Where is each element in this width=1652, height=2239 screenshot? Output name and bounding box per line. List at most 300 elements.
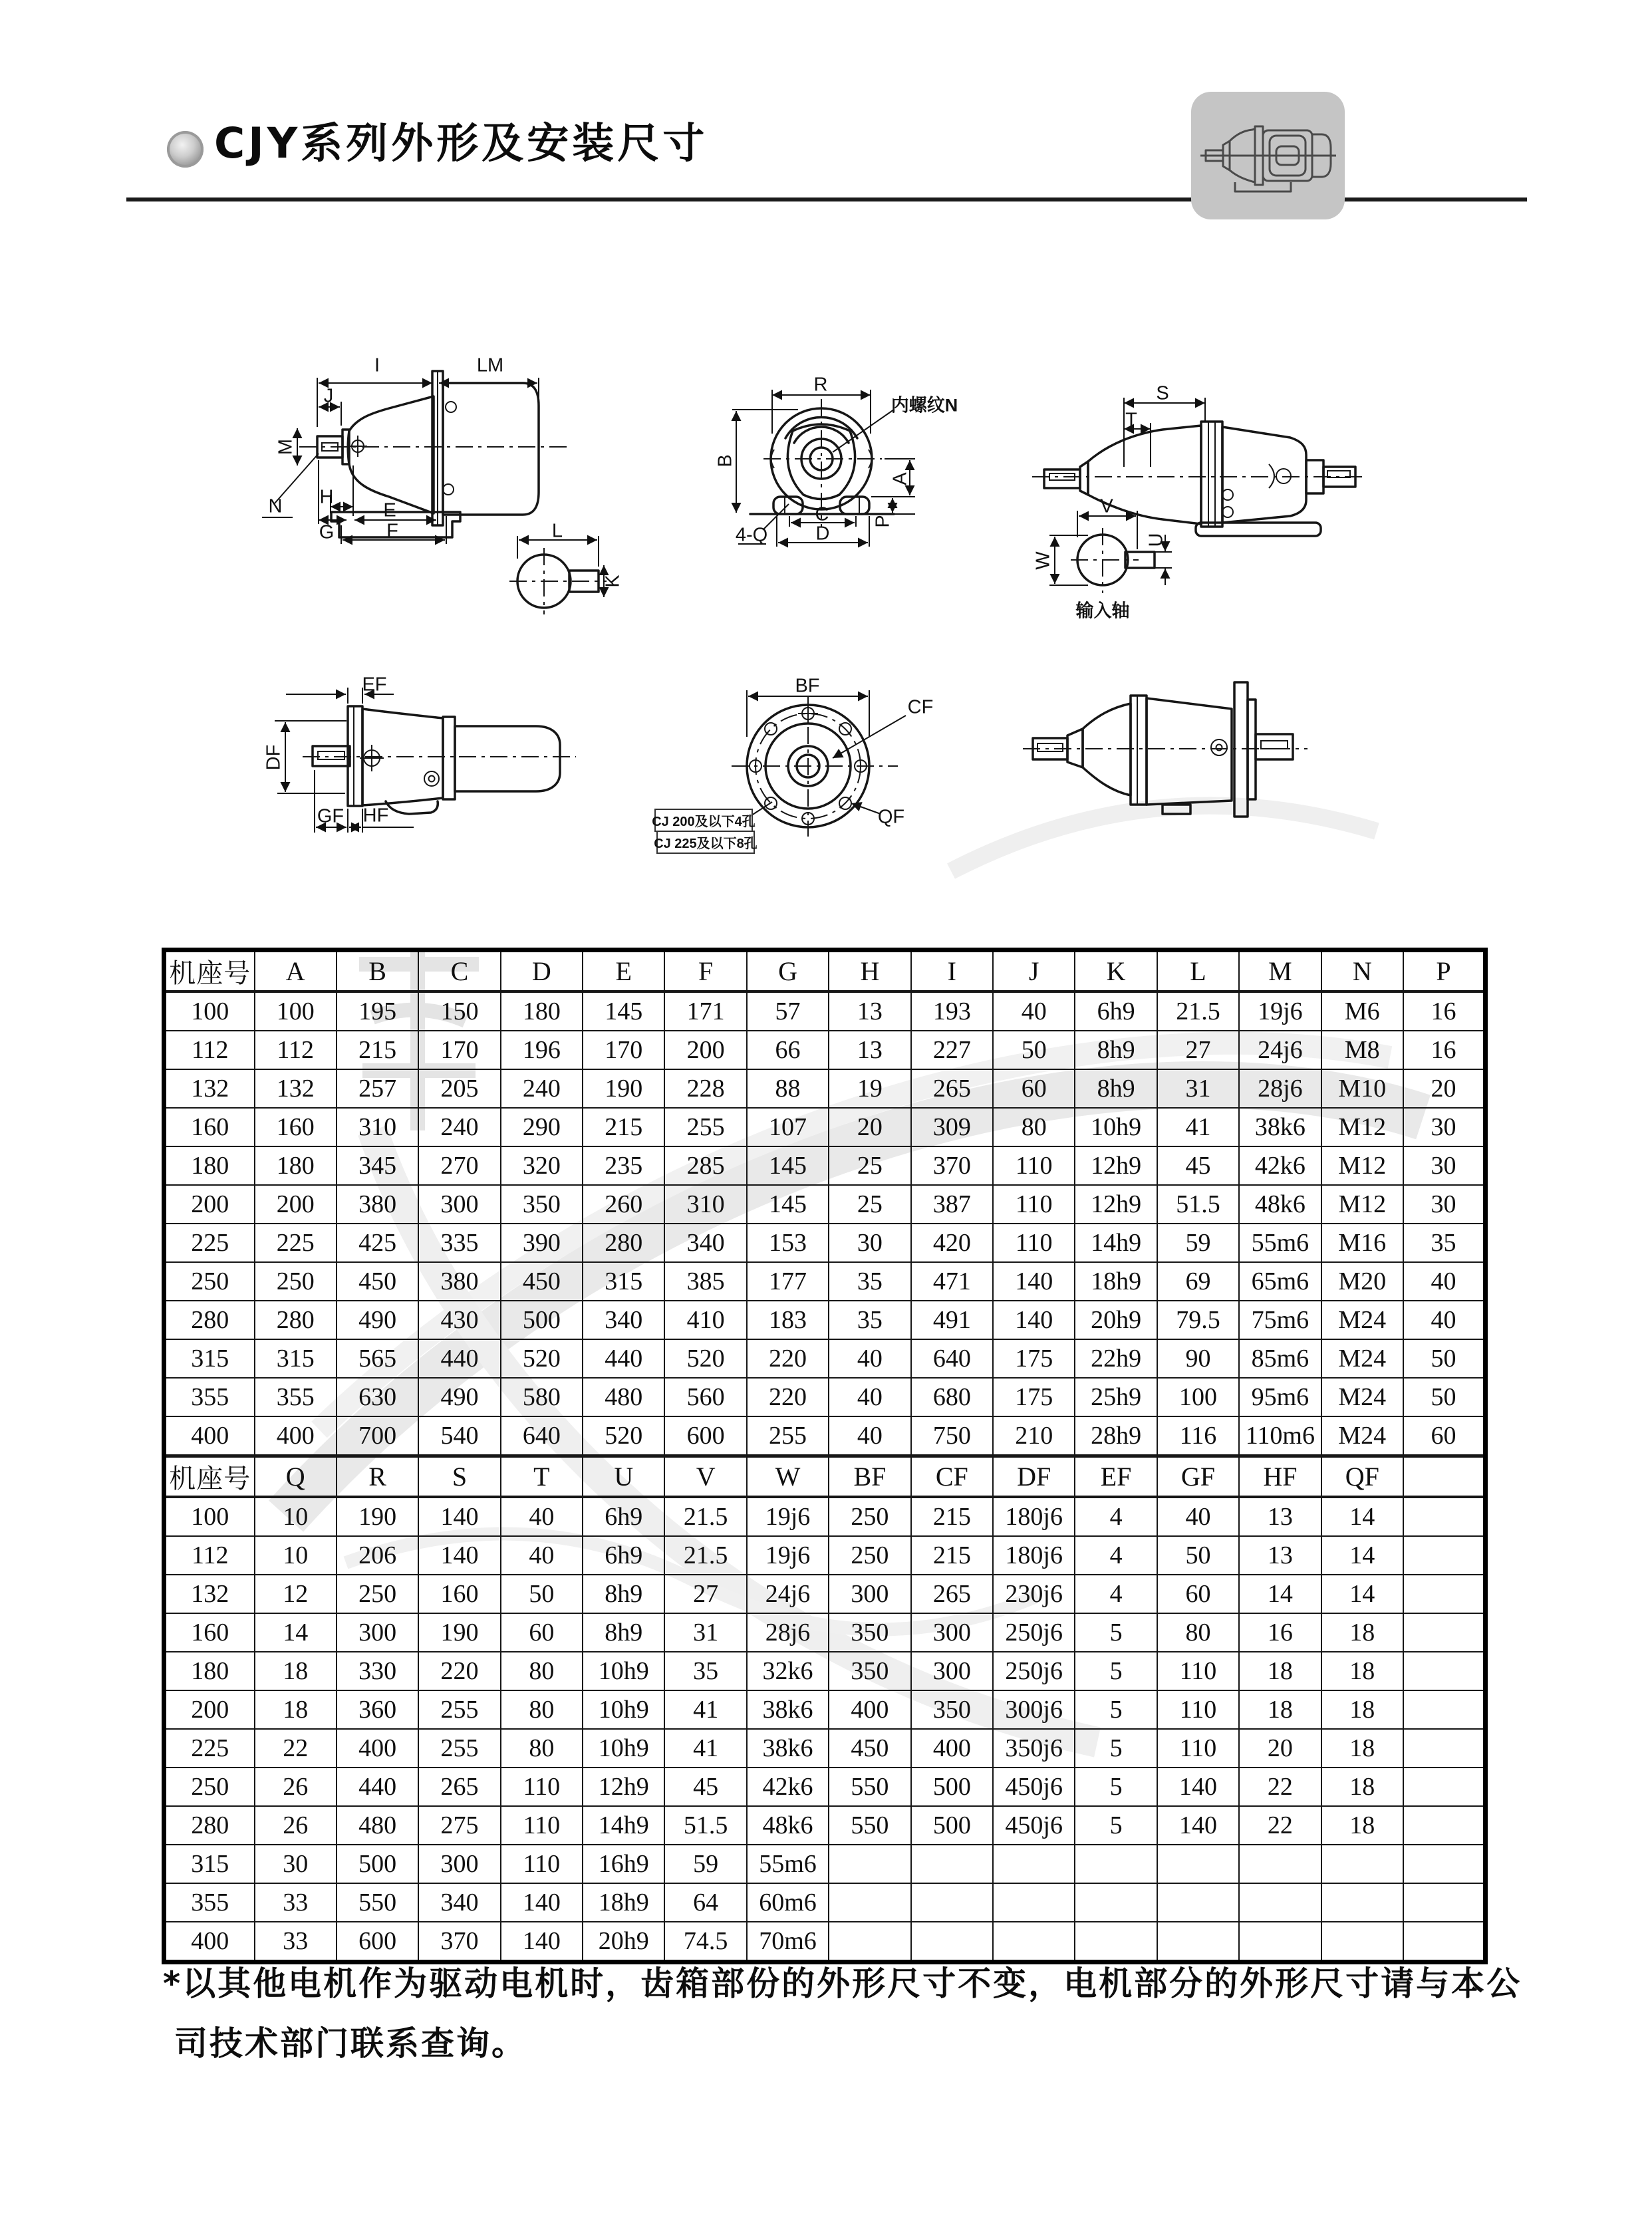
dimension-cell: 33 [255, 1883, 337, 1922]
dim-label-qf: QF [877, 806, 905, 828]
dimension-cell: M24 [1321, 1416, 1403, 1456]
dimension-cell: 220 [418, 1652, 500, 1690]
dimension-cell: 5 [1075, 1806, 1157, 1845]
dim-label-h: H [319, 486, 334, 508]
dimension-cell: 240 [501, 1069, 583, 1108]
dimension-cell: 240 [418, 1108, 500, 1146]
drawing-double-shaft-view [1023, 682, 1308, 817]
dimension-cell [1403, 1536, 1486, 1575]
dimension-cell: M16 [1321, 1224, 1403, 1262]
dim-label-r: R [813, 374, 828, 396]
dim-label-k: K [602, 575, 624, 588]
table-row [164, 1224, 1486, 1262]
column-header: M [1239, 950, 1321, 992]
dimension-cell: 250 [337, 1575, 418, 1613]
dimension-cell: 10h9 [583, 1652, 664, 1690]
dimension-cell: 4 [1075, 1575, 1157, 1613]
dimension-cell: 13 [829, 1031, 910, 1069]
dimension-cell: 50 [1157, 1536, 1239, 1575]
dimension-cell: 60m6 [747, 1883, 829, 1922]
dim-label-j: J [323, 385, 334, 407]
dimension-cell: 230j6 [993, 1575, 1075, 1613]
dimension-cell: 38k6 [747, 1729, 829, 1768]
column-header: Q [255, 1456, 337, 1498]
dimension-cell: 450 [337, 1262, 418, 1301]
dimension-cell: 24j6 [747, 1575, 829, 1613]
dimension-cell: M12 [1321, 1185, 1403, 1224]
dimension-cell: 471 [911, 1262, 993, 1301]
dimension-cell: 60 [1403, 1416, 1486, 1456]
table-row [164, 1031, 1486, 1069]
frame-size-cell: 225 [164, 1224, 255, 1262]
dimension-cell: 51.5 [1157, 1185, 1239, 1224]
column-header: N [1321, 950, 1403, 992]
dimension-cell: 400 [255, 1416, 337, 1456]
frame-size-header: 机座号 [164, 1456, 255, 1498]
dimension-cell [1403, 1652, 1486, 1690]
dimension-cell: 400 [829, 1690, 910, 1729]
dimension-cell: 440 [418, 1339, 500, 1378]
dimension-cell: 250j6 [993, 1652, 1075, 1690]
dimension-cell: 310 [337, 1108, 418, 1146]
column-header: E [583, 950, 664, 992]
dim-label-d: D [815, 523, 830, 545]
dimension-cell: 110 [1157, 1690, 1239, 1729]
dimension-cell: 95m6 [1239, 1378, 1321, 1416]
table-row [164, 1883, 1486, 1922]
dimension-cell: 300j6 [993, 1690, 1075, 1729]
frame-size-cell: 355 [164, 1883, 255, 1922]
frame-size-cell: 132 [164, 1575, 255, 1613]
table-row [164, 1301, 1486, 1339]
dimension-cell: 190 [583, 1069, 664, 1108]
dim-label-ef: EF [362, 674, 387, 696]
dimension-cell [1157, 1845, 1239, 1883]
dimension-cell: 345 [337, 1146, 418, 1185]
table-header-row [164, 1456, 1486, 1498]
dimension-cell: 330 [337, 1652, 418, 1690]
dim-label-g: G [319, 521, 335, 543]
dimension-cell: 275 [418, 1806, 500, 1845]
dimension-cell: 79.5 [1157, 1301, 1239, 1339]
dimension-cell [829, 1883, 910, 1922]
dimension-cell: 14 [1321, 1575, 1403, 1613]
frame-size-cell: 280 [164, 1301, 255, 1339]
column-header: I [911, 950, 993, 992]
dimension-cell [1239, 1883, 1321, 1922]
dimension-cell: 14 [1321, 1497, 1403, 1536]
dimension-cell: 41 [664, 1690, 746, 1729]
dimension-cell: 80 [501, 1690, 583, 1729]
dimension-cell: 25 [829, 1185, 910, 1224]
dimension-cell: 25h9 [1075, 1378, 1157, 1416]
gearmotor-corner-icon [1191, 92, 1345, 219]
dimension-cell [1321, 1922, 1403, 1962]
dimension-cell: 220 [747, 1378, 829, 1416]
dimension-cell: 30 [1403, 1146, 1486, 1185]
dimension-cell: 450 [829, 1729, 910, 1768]
dimension-cell: 28j6 [1239, 1069, 1321, 1108]
dimension-cell: 14h9 [1075, 1224, 1157, 1262]
table-row [164, 1845, 1486, 1883]
dimension-cell: 260 [583, 1185, 664, 1224]
dimension-cell: 80 [501, 1652, 583, 1690]
column-header: L [1157, 950, 1239, 992]
dimension-cell: 290 [501, 1108, 583, 1146]
dimension-cell: 355 [255, 1378, 337, 1416]
dimension-cell: 48k6 [1239, 1185, 1321, 1224]
dimension-cell: 80 [993, 1108, 1075, 1146]
column-header: G [747, 950, 829, 992]
dimension-cell: 20 [829, 1108, 910, 1146]
dimension-cell: 22h9 [1075, 1339, 1157, 1378]
dimension-cell: 38k6 [747, 1690, 829, 1729]
dimension-cell: 210 [993, 1416, 1075, 1456]
dimension-cell: 41 [1157, 1108, 1239, 1146]
dimension-cell: 145 [747, 1185, 829, 1224]
dimension-cell: 285 [664, 1146, 746, 1185]
dimension-cell: 196 [501, 1031, 583, 1069]
dimension-cell [1321, 1845, 1403, 1883]
dimension-cell: 140 [993, 1262, 1075, 1301]
dimension-cell: 425 [337, 1224, 418, 1262]
dim-label-hf: HF [362, 805, 389, 827]
dim-label-f: F [386, 520, 398, 542]
column-header: C [418, 950, 500, 992]
dimension-cell: 110 [1157, 1729, 1239, 1768]
column-header: K [1075, 950, 1157, 992]
dimension-cell: 5 [1075, 1768, 1157, 1806]
dimension-cell: 38k6 [1239, 1108, 1321, 1146]
dimension-cell: 116 [1157, 1416, 1239, 1456]
table-row [164, 1536, 1486, 1575]
dimension-cell [993, 1845, 1075, 1883]
dimension-cell: 215 [337, 1031, 418, 1069]
dimension-cell: 228 [664, 1069, 746, 1108]
dimension-cell: 140 [501, 1883, 583, 1922]
table-row [164, 1497, 1486, 1536]
frame-size-cell: 250 [164, 1768, 255, 1806]
dim-label-df: DF [263, 744, 285, 771]
dimension-cell: 59 [1157, 1224, 1239, 1262]
dimension-cell: 250 [829, 1536, 910, 1575]
dimension-cell: 145 [747, 1146, 829, 1185]
dimension-cell: 57 [747, 991, 829, 1031]
dimension-cell [911, 1883, 993, 1922]
dimension-cell: 170 [583, 1031, 664, 1069]
dimension-cell: 80 [1157, 1613, 1239, 1652]
dimension-cell: 500 [911, 1768, 993, 1806]
dimension-cell: 110 [993, 1185, 1075, 1224]
dimension-cell: 27 [664, 1575, 746, 1613]
dimension-cell: 385 [664, 1262, 746, 1301]
dimension-cell: 14 [1239, 1575, 1321, 1613]
dimension-cell: 160 [418, 1575, 500, 1613]
dimension-cell: 310 [664, 1185, 746, 1224]
dimension-cell: 40 [993, 991, 1075, 1031]
dimension-cell: 110 [1157, 1652, 1239, 1690]
column-header: DF [993, 1456, 1075, 1498]
dimension-cell: 18 [1321, 1613, 1403, 1652]
dimension-cell: 80 [501, 1729, 583, 1768]
dim-label-l: L [551, 520, 563, 542]
dimension-cell: 6h9 [583, 1536, 664, 1575]
dimension-cell: M6 [1321, 991, 1403, 1031]
table-row [164, 1690, 1486, 1729]
dimension-cell: 40 [501, 1536, 583, 1575]
dimension-cell: 35 [664, 1652, 746, 1690]
dimension-cell: 380 [418, 1262, 500, 1301]
dimension-cell: 450j6 [993, 1768, 1075, 1806]
dimension-cell: 10 [255, 1536, 337, 1575]
frame-size-cell: 400 [164, 1416, 255, 1456]
dimension-cell: 59 [664, 1845, 746, 1883]
table-row [164, 1922, 1486, 1962]
dimension-cell: 13 [1239, 1536, 1321, 1575]
dimension-cell: 160 [255, 1108, 337, 1146]
dimension-cell: 19j6 [747, 1536, 829, 1575]
dimension-cell: 18 [1321, 1652, 1403, 1690]
dimension-cell: 18 [1239, 1690, 1321, 1729]
table-row [164, 1146, 1486, 1185]
dimension-cell: 320 [501, 1146, 583, 1185]
dimension-cell: 250j6 [993, 1613, 1075, 1652]
dimension-cell: 4 [1075, 1536, 1157, 1575]
dimension-cell: 10h9 [1075, 1108, 1157, 1146]
dimension-cell [1157, 1883, 1239, 1922]
dimension-cell [1403, 1922, 1486, 1962]
dimension-cell: 300 [911, 1652, 993, 1690]
dimension-cell: 490 [337, 1301, 418, 1339]
dimension-cell: 40 [829, 1339, 910, 1378]
table-row [164, 1339, 1486, 1378]
frame-size-cell: 132 [164, 1069, 255, 1108]
dimension-cell [1403, 1690, 1486, 1729]
table-row [164, 1652, 1486, 1690]
dimension-cell: 560 [664, 1378, 746, 1416]
dimension-cell: 300 [418, 1845, 500, 1883]
dimension-cell: 350 [829, 1613, 910, 1652]
dimension-cell: 255 [747, 1416, 829, 1456]
dim-label-cf: CF [907, 696, 934, 718]
dimension-cell: 8h9 [583, 1613, 664, 1652]
dimension-cell: 195 [337, 991, 418, 1031]
dim-label-c: C [815, 503, 829, 525]
column-header: CF [911, 1456, 993, 1498]
dim-label-t: T [1125, 409, 1137, 431]
dimension-cell: 100 [255, 991, 337, 1031]
dimension-cell: 480 [337, 1806, 418, 1845]
dim-label-u: U [1145, 533, 1167, 547]
dimension-cell: 387 [911, 1185, 993, 1224]
dimension-cell: 183 [747, 1301, 829, 1339]
dimension-cell: 4 [1075, 1497, 1157, 1536]
dimension-cell: 171 [664, 991, 746, 1031]
dimension-cell: 270 [418, 1146, 500, 1185]
frame-size-cell: 112 [164, 1536, 255, 1575]
dimension-cell: 300 [829, 1575, 910, 1613]
dimension-cell: 22 [1239, 1768, 1321, 1806]
dimension-cell: 206 [337, 1536, 418, 1575]
dimension-cell: 33 [255, 1922, 337, 1962]
dimension-cell: 110 [501, 1806, 583, 1845]
dim-label-s: S [1156, 382, 1169, 404]
dimension-cell: 20h9 [583, 1922, 664, 1962]
dim-label-bf: BF [795, 675, 820, 697]
title-bullet-icon [167, 131, 204, 168]
dimension-cell: 280 [255, 1301, 337, 1339]
dimension-cell: 64 [664, 1883, 746, 1922]
dimension-cell: 600 [337, 1922, 418, 1962]
dimension-cell: 70m6 [747, 1922, 829, 1962]
dimension-cell: 75m6 [1239, 1301, 1321, 1339]
dimension-cell: 25 [829, 1146, 910, 1185]
dimension-cell: 440 [583, 1339, 664, 1378]
dimension-cell: 309 [911, 1108, 993, 1146]
dimension-cell: 540 [418, 1416, 500, 1456]
dimension-cell: 400 [911, 1729, 993, 1768]
dimension-cell: 550 [829, 1768, 910, 1806]
dimension-cell: 350 [501, 1185, 583, 1224]
dimension-cell: 27 [1157, 1031, 1239, 1069]
column-header: QF [1321, 1456, 1403, 1498]
dimension-cell [1239, 1845, 1321, 1883]
dimension-table-body [164, 950, 1486, 1962]
dimension-cell: 45 [664, 1768, 746, 1806]
column-header: H [829, 950, 910, 992]
dimension-cell: 10h9 [583, 1690, 664, 1729]
dimension-cell: 580 [501, 1378, 583, 1416]
dimension-cell: 110 [501, 1845, 583, 1883]
dimension-cell: 24j6 [1239, 1031, 1321, 1069]
dimension-cell: 430 [418, 1301, 500, 1339]
dimension-cell: 153 [747, 1224, 829, 1262]
dimension-cell: 19 [829, 1069, 910, 1108]
dimension-cell: 14 [1321, 1536, 1403, 1575]
dimension-cell: 16 [1239, 1613, 1321, 1652]
dimension-cell: 350j6 [993, 1729, 1075, 1768]
dimension-cell: 215 [583, 1108, 664, 1146]
dimension-cell: 300 [337, 1613, 418, 1652]
dim-label-gf: GF [317, 805, 344, 827]
dimension-cell: 200 [664, 1031, 746, 1069]
dimension-cell: 16h9 [583, 1845, 664, 1883]
dimension-cell: 65m6 [1239, 1262, 1321, 1301]
drawing-input-shaft-view [1032, 398, 1363, 593]
thread-n-label: 内螺纹N [891, 395, 958, 416]
dimension-cell: 170 [418, 1031, 500, 1069]
column-header: GF [1157, 1456, 1239, 1498]
dimension-cell: 225 [255, 1224, 337, 1262]
dimension-cell: 16 [1403, 1031, 1486, 1069]
dimension-cell: 750 [911, 1416, 993, 1456]
dimension-cell: 14h9 [583, 1806, 664, 1845]
dimension-cell: 370 [911, 1146, 993, 1185]
dimension-cell: 520 [501, 1339, 583, 1378]
table-row [164, 1768, 1486, 1806]
dimension-cell [1075, 1883, 1157, 1922]
frame-size-cell: 400 [164, 1922, 255, 1962]
frame-size-cell: 160 [164, 1613, 255, 1652]
dimension-cell: 18h9 [583, 1883, 664, 1922]
dimension-cell: 255 [664, 1108, 746, 1146]
dimension-cell: M10 [1321, 1069, 1403, 1108]
dimension-cell: 500 [501, 1301, 583, 1339]
dimension-cell: 28j6 [747, 1613, 829, 1652]
frame-size-cell: 315 [164, 1339, 255, 1378]
dimension-cell: 35 [1403, 1224, 1486, 1262]
dimension-cell: 300 [418, 1185, 500, 1224]
dim-label-n: N [268, 495, 283, 517]
dimension-cell: 40 [829, 1416, 910, 1456]
dimension-cell [1157, 1922, 1239, 1962]
dimension-cell [911, 1845, 993, 1883]
dimension-cell: 20h9 [1075, 1301, 1157, 1339]
dimension-cell: 60 [993, 1069, 1075, 1108]
dimension-cell: 640 [501, 1416, 583, 1456]
dimension-cell: 193 [911, 991, 993, 1031]
frame-size-cell: 225 [164, 1729, 255, 1768]
column-header: EF [1075, 1456, 1157, 1498]
dimension-table [162, 948, 1488, 1964]
dim-label-w: W [1032, 551, 1054, 570]
dimension-cell: 110 [993, 1224, 1075, 1262]
footnote-line-1: *以其他电机作为驱动电机时，齿箱部份的外形尺寸不变，电机部分的外形尺寸请与本公 [163, 1964, 1522, 2003]
column-header: A [255, 950, 337, 992]
dimension-cell: 110m6 [1239, 1416, 1321, 1456]
frame-size-cell: 180 [164, 1652, 255, 1690]
dimension-cell: 20 [1403, 1069, 1486, 1108]
dim-label-a: A [889, 472, 911, 485]
dimension-cell: 40 [829, 1378, 910, 1416]
dimension-cell: 215 [911, 1536, 993, 1575]
dimension-cell: 13 [1239, 1497, 1321, 1536]
table-row [164, 1613, 1486, 1652]
dimension-cell [1403, 1845, 1486, 1883]
dimension-cell: 140 [501, 1922, 583, 1962]
dimension-cell: 145 [583, 991, 664, 1031]
dimension-cell: 8h9 [1075, 1031, 1157, 1069]
dimension-cell: 19j6 [1239, 991, 1321, 1031]
dimension-cell [993, 1922, 1075, 1962]
input-shaft-caption: 输入轴 [1075, 600, 1130, 621]
dimension-cell: 12 [255, 1575, 337, 1613]
dimension-cell: M24 [1321, 1378, 1403, 1416]
dimension-cell [829, 1922, 910, 1962]
dimension-cell [1403, 1613, 1486, 1652]
column-header: P [1403, 950, 1486, 992]
dimension-cell: 340 [664, 1224, 746, 1262]
dimension-cell: 16 [1403, 991, 1486, 1031]
note-cj225-8holes: CJ 225及以下8孔 [656, 831, 755, 854]
table-row [164, 1185, 1486, 1224]
dimension-cell: 491 [911, 1301, 993, 1339]
dimension-cell: 14 [255, 1613, 337, 1652]
dimension-cell: 200 [255, 1185, 337, 1224]
dimension-cell: 8h9 [1075, 1069, 1157, 1108]
dimension-cell [1403, 1729, 1486, 1768]
frame-size-cell: 200 [164, 1185, 255, 1224]
dimension-cell: 180 [255, 1146, 337, 1185]
dimension-cell: 490 [418, 1378, 500, 1416]
dimension-cell: 12h9 [1075, 1146, 1157, 1185]
frame-size-cell: 355 [164, 1378, 255, 1416]
column-header [1403, 1456, 1486, 1498]
dimension-cell: 700 [337, 1416, 418, 1456]
dimension-cell: M12 [1321, 1146, 1403, 1185]
dimension-cell: 360 [337, 1690, 418, 1729]
dimension-cell: 265 [911, 1069, 993, 1108]
